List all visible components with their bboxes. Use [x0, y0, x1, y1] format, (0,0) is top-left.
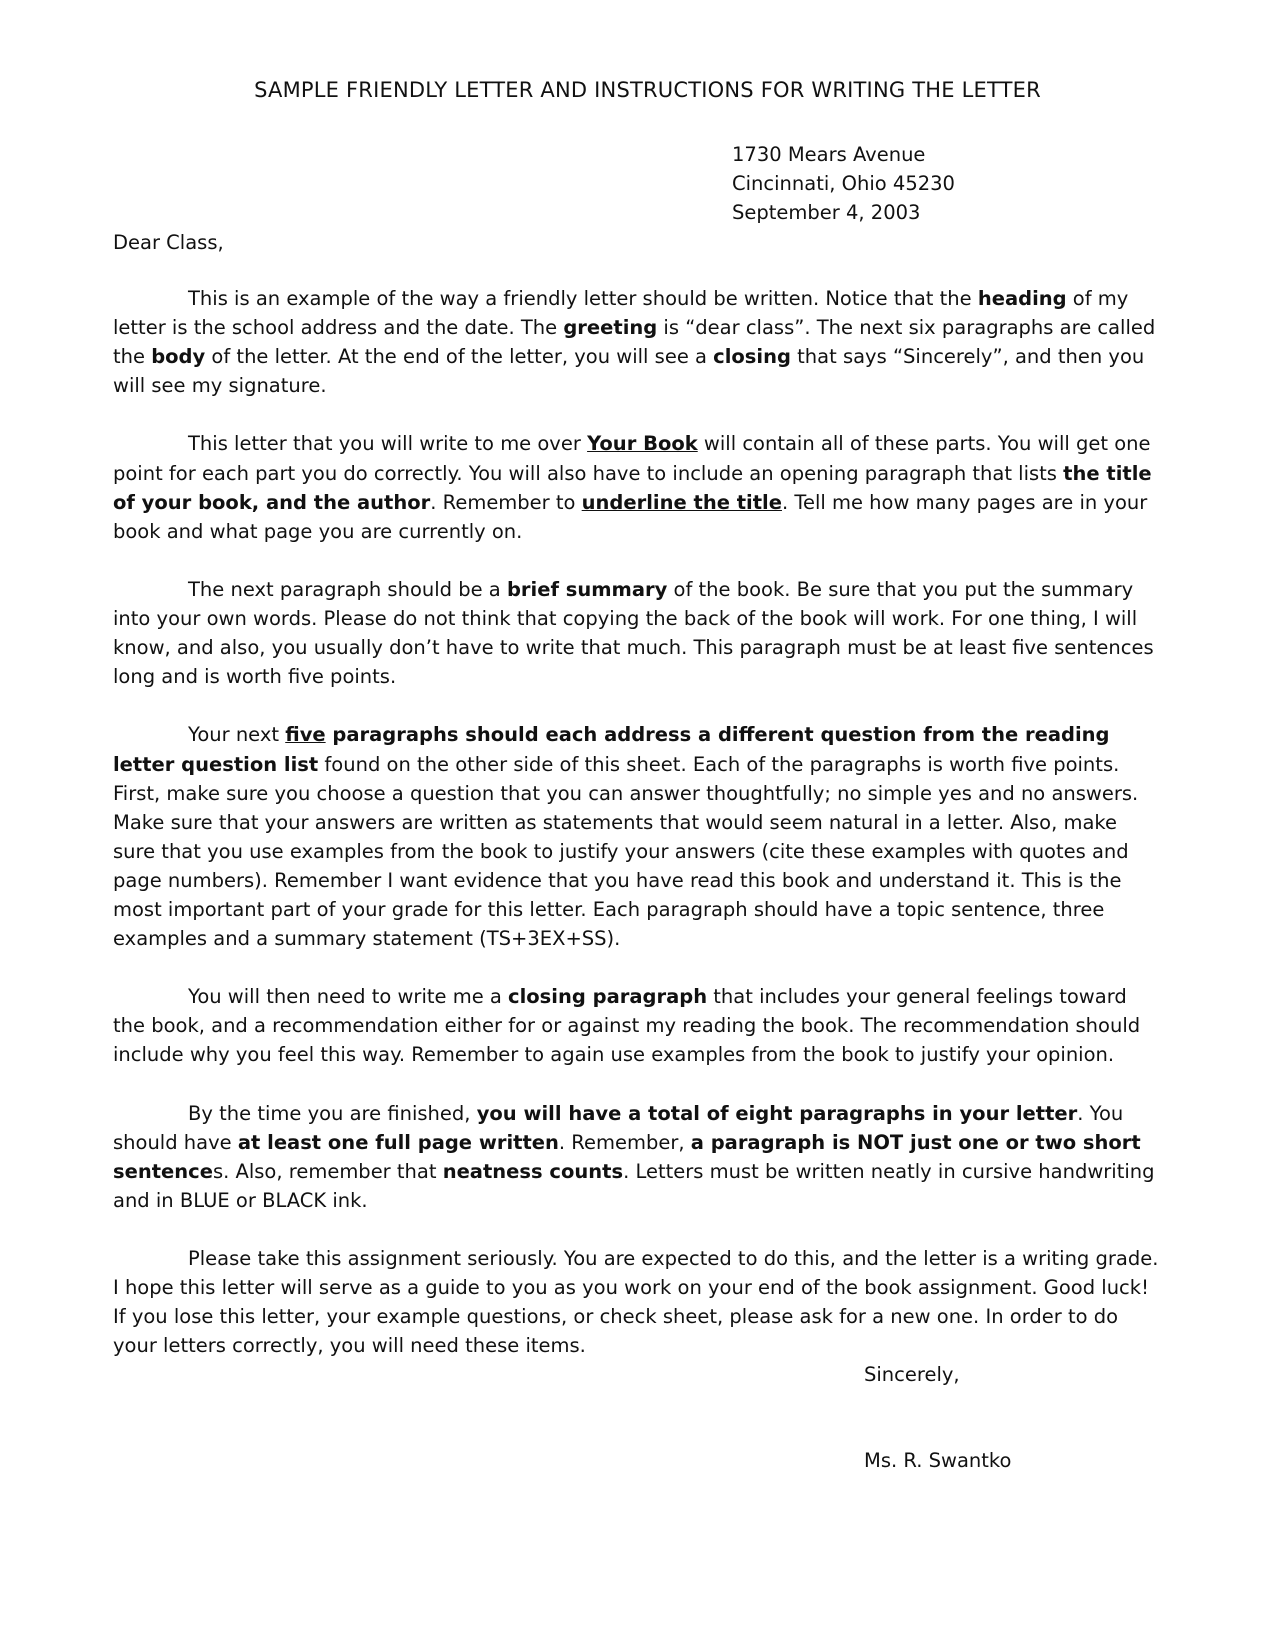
- heading-street: 1730 Mears Avenue: [732, 143, 926, 166]
- text-run: of my letter is the school address and the date. The: [113, 287, 1129, 340]
- letter-signature: Ms. R. Swantko: [864, 1449, 1012, 1472]
- text-run: This is an example of the way a friendly letter should be written. Notice that the: [188, 287, 978, 310]
- underlined-instruction: underline the title: [581, 490, 782, 514]
- text-run: Please take this assignment seriously. You are expected to do this, and the letter is a writing grade. I hope this letter will serve as a guide to you as you work on your end of the book assignment. Good luck! If you lose this letter, your example questions, or check sheet, please ask for a new one. In order to do your letters correctly, you will need these items.: [113, 1247, 1159, 1358]
- body-paragraph-4: [113, 720, 1163, 953]
- letter-greeting: Dear Class,: [113, 231, 224, 254]
- body-paragraph-2: [113, 429, 1163, 545]
- heading-date: September 4, 2003: [732, 201, 921, 224]
- bold-question-instruction: paragraphs should each address a different question from the reading letter question list: [113, 723, 1110, 776]
- bold-term-heading: heading: [977, 287, 1067, 310]
- text-run: . Remember,: [558, 1130, 691, 1154]
- text-run: that says “Sincerely”, and then you will see my signature.: [113, 345, 1145, 398]
- text-run: . Tell me how many pages are in your book and what page you are currently on.: [113, 490, 1148, 543]
- bold-term-summary: brief summary: [506, 577, 668, 601]
- text-run: is “dear class”. The next six paragraphs are called the: [113, 316, 1156, 369]
- bold-not-short: a paragraph is NOT just one or two short sentence: [113, 1130, 1141, 1183]
- bold-term-body: body: [151, 345, 206, 369]
- letter-heading: [732, 140, 955, 227]
- body-paragraph-1: [113, 284, 1163, 400]
- bold-term-closing-paragraph: closing paragraph: [508, 985, 708, 1009]
- body-paragraph-7: [113, 1244, 1163, 1360]
- body-paragraph-3: [113, 575, 1163, 691]
- text-run: This letter that you will write to me over: [188, 432, 588, 456]
- text-run: found on the other side of this sheet. Each of the paragraphs is worth five points. First, make sure you choose a question that you can answer thoughtfully; no simple yes and no answers. Make sure that your answers are written as statements that would seem natural in a letter. Also, make sure that you use examples from the book to justify your answers (cite these examples with quotes and page numbers). Remember I want evidence that you have read this book and understand it. This is the most important part of your grade for this letter. Each paragraph should have a topic sentence, three examples and a summary statement (TS+3EX+SS).: [113, 752, 1139, 951]
- underlined-book-title: Your Book: [587, 432, 698, 456]
- body-paragraph-6: [113, 1099, 1163, 1215]
- bold-term-closing: closing: [713, 345, 791, 369]
- letter-body: [113, 284, 1163, 1360]
- page-title: SAMPLE FRIENDLY LETTER AND INSTRUCTIONS FOR WRITING THE LETTER: [254, 78, 1041, 102]
- bold-neatness: neatness counts: [442, 1159, 624, 1183]
- heading-city: Cincinnati, Ohio 45230: [732, 172, 955, 195]
- text-run: . You should have: [113, 1101, 1124, 1154]
- text-run: . Letters must be written neatly in cursive handwriting and in BLUE or BLACK ink.: [113, 1159, 1155, 1212]
- bold-eight-paragraphs: you will have a total of eight paragraphs in your letter: [476, 1101, 1078, 1125]
- bold-term-greeting: greeting: [563, 316, 658, 340]
- letter-closing: Sincerely,: [864, 1363, 960, 1386]
- bold-full-page: at least one full page written: [237, 1130, 559, 1154]
- body-paragraph-5: [113, 982, 1163, 1069]
- bold-term-title-author: the title of your book, and the author: [113, 461, 1152, 514]
- text-run: of the letter. At the end of the letter, you will see a: [205, 345, 714, 369]
- text-run: By the time you are finished,: [188, 1101, 477, 1125]
- underlined-five: five: [285, 723, 326, 747]
- text-run: that includes your general feelings toward the book, and a recommendation either for or against my reading the book. The recommendation should include why you feel this way. Remember to again use examples from the book to justify your opinion.: [113, 985, 1141, 1067]
- text-run: of the book. Be sure that you put the summary into your own words. Please do not think that copying the back of the book will work. For one thing, I will know, and also, you usually don’t have to write that much. This paragraph must be at least five sentences long and is worth five points.: [113, 577, 1154, 689]
- text-run: You will then need to write me a: [188, 985, 509, 1009]
- text-run: Your next: [188, 723, 286, 747]
- text-run: will contain all of these parts. You will get one point for each part you do correctly. You will also have to include an opening paragraph that lists: [113, 432, 1151, 485]
- text-run: . Remember to: [430, 490, 582, 514]
- text-run: The next paragraph should be a: [188, 577, 507, 601]
- text-run: s. Also, remember that: [212, 1159, 443, 1183]
